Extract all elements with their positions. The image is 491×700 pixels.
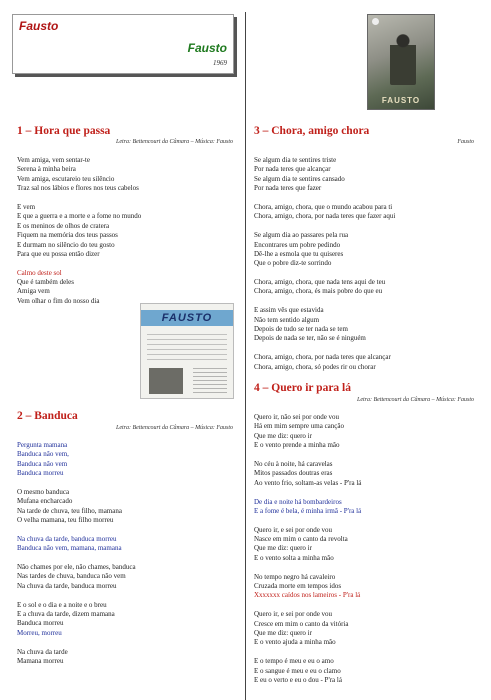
lyric-line: Serena à minha beira [17,165,76,174]
lyric-line: Mamana morreu [17,656,64,665]
lyric-line: Traz sal nos lábios e flores nos teus cabelos [17,184,139,193]
lyric-line: Na chuva da tarde [17,647,68,656]
lyric-line: Banduca não vem [17,459,68,468]
lyric-line: De dia e noite há bombardeiros [254,497,342,506]
lyric-line: Se algum dia te sentires cansado [254,174,345,183]
singer-figure [390,33,416,85]
lyric-line: Nas tardes de chuva, banduca não vem [17,572,126,581]
header-title: Fausto [19,19,59,33]
lyric-line: Mufana encharcado [17,497,73,506]
lyric-line: E o sol e o dia e a noite e o breu [17,600,107,609]
lyric-line: Vem amiga, escutareio teu silêncio [17,174,115,183]
lyric-line: Depois de nada se ter, não se é ninguém [254,334,366,343]
lyric-line: Chora, amigo, chora, és mais pobre do que eu [254,287,383,296]
lyric-line: Se algum dia te sentires triste [254,156,337,164]
lyric-line: Depois de tudo se ter nada se tem [254,325,348,334]
lyric-line: Cresce em mim o canto da vitória [254,619,349,628]
lyric-line: Morreu, morreu [17,628,62,637]
back-notes [193,368,227,394]
lyric-line: E os meninos de olhos de cratera [17,221,110,230]
lyric-line: Pergunta mamana [17,441,68,449]
album-back-image [140,303,234,399]
track-list-text [147,334,227,364]
lyric-line: No céu à noite, há caravelas [254,459,333,468]
lyric-line: Dê-lhe a esmola que tu quiseres [254,249,344,258]
header-year: 1969 [213,59,227,67]
lyric-line: Na chuva da tarde, banduca morreu [17,534,117,543]
lyric-line: Por nada teres que fazer [254,184,322,193]
lyric-line: E o vento ajuda a minha mão [254,638,336,647]
song-credit-3: Fausto [457,139,474,145]
lyric-line: Cruzada morte em tempos idos [254,582,342,591]
lyric-line: E o vento prende a minha mão [254,441,340,450]
lyrics-song-2 [17,441,136,666]
lyric-line: E assim vês que estavida [254,306,324,315]
lyric-line: Chora, amigo, chora, que o mundo acabou para ti [254,202,393,211]
lyric-line: E o vento solta a minha mão [254,553,334,562]
lyric-line: Não chames por ele, não chames, banduca [17,563,136,572]
song-title-1: 1 – Hora que passa [17,125,111,137]
label-logo-icon [372,18,379,25]
lyric-line: Xxxxxxx caídos nos lameiros - P'ra lá [254,591,361,600]
header-subtitle: Fausto [187,41,227,55]
lyric-line: Encontrares um pobre pedindo [254,240,341,249]
lyric-line: E durmam no silêncio do teu gosto [17,240,115,249]
lyric-line: Calmo deste sol [17,268,62,277]
lyrics-song-1 [17,156,141,306]
lyric-line: Mitos passados doutras eras [254,469,333,478]
header-box [12,14,234,74]
lyric-line: O velha mamana, teu filho morreu [17,516,114,525]
column-divider [245,12,246,700]
lyric-line: E vem [17,202,36,211]
lyric-line: Vem olhar o fim do nosso dia [17,296,100,305]
lyrics-song-3 [254,156,395,372]
song-credit-4: Letra: Bettencourt da Câmara – Música: Fausto [357,397,474,403]
song-title-3: 3 – Chora, amigo chora [254,125,370,137]
lyric-line: E a fome é bela, é minha irmã - P'ra lá [254,506,362,515]
lyric-line: E o tempo é meu e eu o amo [254,657,334,666]
lyric-line: Chora, amigo, chora, que nada tens aqui de teu [254,278,386,287]
lyric-line: Quero ir, e sei por onde vou [254,525,333,534]
album-cover-label: FAUSTO [381,96,421,105]
lyric-line: E eu o verto e eu o dou - P'ra lá [254,675,342,684]
lyric-line: Banduca morreu [17,469,64,478]
lyric-line: Por nada teres que alcançar [254,165,331,174]
lyric-line: E o sangue é meu e eu o clamo [254,666,341,675]
song-title-4: 4 – Quero ir para lá [254,382,352,394]
lyric-line: Amiga vem [17,287,50,296]
lyric-line: No tempo negro há cavaleiro [254,572,336,581]
lyric-line: O mesmo banduca [17,487,70,496]
lyric-line: E que a guerra e a morte e a fome no mundo [17,212,142,221]
lyrics-song-4 [254,413,361,685]
lyric-line: Quero ir, não sei por onde vou [254,413,340,421]
lyric-line: Chora, amigo, chora, por nada teres que alcançar [254,353,391,362]
lyric-line: Chora, amigo, chora, por nada teres que fazer aqui [254,212,396,221]
album-back-label: FAUSTO [161,312,213,324]
lyric-line: Banduca morreu [17,619,64,628]
lyric-line: Banduca não vem, mamana, mamana [17,544,122,553]
lyric-line: Vem amiga, vem sentar-te [17,156,90,164]
song-title-2: 2 – Banducа [17,410,78,422]
lyric-line: Na tarde de chuva, teu filho, mamana [17,506,122,515]
song-credit-2: Letra: Bettencourt da Câmara – Música: Fausto [116,425,233,431]
lyric-line: Se algum dia ao passares pela rua [254,231,349,240]
lyric-line: Que me diz: quero ir [254,628,312,637]
song-credit-1: Letra: Bettencourt da Câmara – Música: Fausto [116,139,233,145]
lyric-line: Não tem sentido algum [254,315,320,324]
lyric-line: Que é também deles [17,278,74,287]
lyric-line: Que me diz: quero ir [254,544,312,553]
lyric-line: Que me diz: quero ir [254,431,312,440]
lyric-line: Ao vento frio, soltam-as velas - P'ra lá [254,478,362,487]
lyric-line: Quero ir, e sei por onde vou [254,610,333,619]
lyric-line: Nasce em mim o canto da revolta [254,535,348,544]
album-cover-image [367,14,435,110]
lyric-line: Há em mim sempre uma canção [254,422,344,431]
lyric-line: Fiquem na memória dos teus passos [17,231,118,240]
lyric-line: Para que eu possa então dizer [17,249,100,258]
lyric-line: E a chuva da tarde, dizem mamana [17,610,115,619]
lyric-line: Na chuva da tarde, banduca morreu [17,581,117,590]
lyric-line: Chora, amigo, chora, só podes rir ou chorar [254,362,376,371]
back-photo [149,368,183,394]
lyric-line: Banduca não vem, [17,450,69,459]
lyric-line: Que o pobre diz-te sorrindo [254,259,332,268]
